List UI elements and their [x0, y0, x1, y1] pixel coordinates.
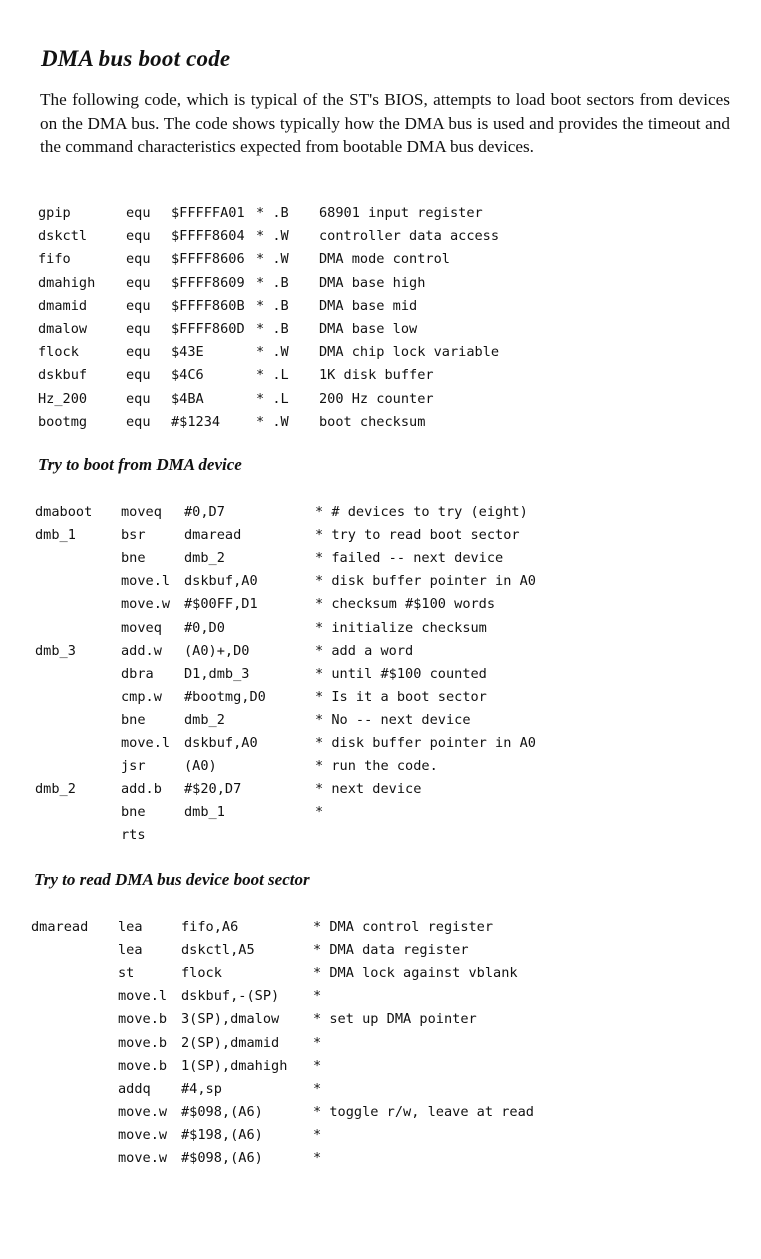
instruction: move.l	[121, 735, 171, 751]
symbol-value: #$1234	[171, 413, 221, 430]
line-comment: *	[315, 804, 324, 821]
instruction: move.b	[118, 1011, 168, 1028]
instruction: moveq	[121, 619, 162, 636]
instruction: move.w	[121, 596, 171, 613]
symbol-name: Hz_200	[38, 390, 88, 407]
symbol-name: dskbuf	[38, 367, 88, 384]
code-label: dmb_2	[35, 781, 76, 798]
line-comment: controller data access	[319, 228, 500, 245]
operands: 2(SP),dmamid	[181, 1034, 280, 1051]
operand-size: * .W	[256, 228, 289, 245]
directive: equ	[126, 274, 151, 291]
operands: dmb_2	[184, 711, 225, 728]
instruction: lea	[118, 919, 143, 935]
line-comment: *	[313, 1034, 322, 1051]
section-title: DMA bus boot code	[41, 46, 231, 71]
instruction: bsr	[121, 527, 146, 544]
directive: equ	[126, 367, 151, 384]
symbol-value: $FFFF860D	[171, 321, 245, 337]
instruction: move.l	[121, 573, 171, 590]
symbol-name: dmamid	[38, 297, 88, 314]
line-comment: * # devices to try (eight)	[315, 504, 528, 520]
operands: 3(SP),dmalow	[181, 1011, 280, 1028]
operands: #bootmg,D0	[184, 688, 266, 705]
line-comment: * disk buffer pointer in A0	[315, 573, 536, 590]
line-comment: boot checksum	[319, 413, 426, 430]
line-comment: DMA chip lock variable	[319, 344, 500, 361]
line-comment: DMA base mid	[319, 297, 418, 314]
subheading-read: Try to read DMA bus device boot sector	[34, 870, 310, 889]
operands: #$20,D7	[184, 781, 242, 798]
line-comment: * next device	[315, 781, 422, 798]
instruction: bne	[121, 550, 146, 567]
line-comment: * initialize checksum	[315, 619, 487, 636]
directive: equ	[126, 205, 151, 221]
directive: equ	[126, 413, 151, 430]
operands: #0,D7	[184, 504, 225, 520]
operands: dmb_2	[184, 550, 225, 567]
symbol-name: dmahigh	[38, 274, 96, 291]
instruction: move.w	[118, 1150, 168, 1166]
line-comment: * DMA control register	[313, 919, 494, 935]
line-comment: * No -- next device	[315, 711, 471, 728]
line-comment: * set up DMA pointer	[313, 1011, 477, 1028]
operands: #$098,(A6)	[181, 1103, 263, 1120]
directive: equ	[126, 228, 151, 245]
symbol-value: $FFFFFA01	[171, 205, 245, 221]
code-label: dmaread	[31, 919, 89, 935]
line-comment: *	[313, 1057, 322, 1074]
symbol-value: $FFFF8604	[171, 228, 245, 245]
instruction: bne	[121, 804, 146, 821]
instruction: st	[118, 965, 135, 982]
line-comment: * checksum #$100 words	[315, 596, 496, 613]
directive: equ	[126, 297, 151, 314]
symbol-value: $FFFF860B	[171, 297, 245, 314]
line-comment: *	[313, 1080, 322, 1097]
symbol-name: gpip	[38, 205, 71, 221]
subheading-boot: Try to boot from DMA device	[38, 455, 242, 474]
line-comment: * toggle r/w, leave at read	[313, 1103, 534, 1120]
operand-size: * .B	[256, 297, 289, 314]
operands: dmb_1	[184, 804, 225, 821]
symbol-value: $FFFF8609	[171, 274, 245, 291]
operands: dskbuf,A0	[184, 735, 258, 751]
directive: equ	[126, 321, 151, 337]
code-label: dmb_1	[35, 527, 76, 544]
line-comment: * Is it a boot sector	[315, 688, 487, 705]
operands: dskbuf,-(SP)	[181, 988, 280, 1005]
symbol-name: flock	[38, 344, 79, 361]
symbol-name: dskctl	[38, 228, 88, 245]
operands: #$00FF,D1	[184, 596, 258, 613]
operand-size: * .W	[256, 413, 289, 430]
line-comment: * until #$100 counted	[315, 665, 487, 682]
operands: #4,sp	[181, 1080, 222, 1097]
operands: dmaread	[184, 527, 242, 544]
instruction: rts	[121, 827, 146, 844]
instruction: addq	[118, 1080, 151, 1097]
operands: D1,dmb_3	[184, 665, 250, 682]
operands: dskctl,A5	[181, 942, 255, 959]
line-comment: *	[313, 988, 322, 1005]
line-comment: 68901 input register	[319, 205, 483, 221]
operands: #$098,(A6)	[181, 1150, 263, 1166]
instruction: add.w	[121, 642, 162, 659]
line-comment: 200 Hz counter	[319, 390, 434, 407]
line-comment: DMA base low	[319, 321, 418, 337]
operand-size: * .L	[256, 367, 289, 384]
line-comment: DMA base high	[319, 274, 426, 291]
line-comment: * failed -- next device	[315, 550, 504, 567]
line-comment: DMA mode control	[319, 251, 450, 268]
symbol-value: $FFFF8606	[171, 251, 245, 268]
operands: #$198,(A6)	[181, 1126, 263, 1143]
line-comment: *	[313, 1150, 322, 1166]
operands: fifo,A6	[181, 919, 239, 935]
operands: (A0)+,D0	[184, 642, 250, 659]
line-comment: *	[313, 1126, 322, 1143]
instruction: jsr	[121, 758, 146, 775]
instruction: cmp.w	[121, 688, 162, 705]
operands: flock	[181, 965, 222, 982]
line-comment: * run the code.	[315, 758, 438, 775]
operands: dskbuf,A0	[184, 573, 258, 590]
line-comment: 1K disk buffer	[319, 367, 434, 384]
directive: equ	[126, 344, 151, 361]
operands: (A0)	[184, 758, 217, 775]
directive: equ	[126, 390, 151, 407]
instruction: add.b	[121, 781, 162, 798]
line-comment: * disk buffer pointer in A0	[315, 735, 536, 751]
instruction: moveq	[121, 504, 162, 520]
directive: equ	[126, 251, 151, 268]
operand-size: * .B	[256, 274, 289, 291]
instruction: move.w	[118, 1103, 168, 1120]
operands: 1(SP),dmahigh	[181, 1057, 288, 1074]
code-label: dmb_3	[35, 642, 76, 659]
instruction: move.l	[118, 988, 168, 1005]
symbol-name: fifo	[38, 251, 71, 268]
operand-size: * .L	[256, 390, 289, 407]
operand-size: * .B	[256, 321, 289, 337]
symbol-name: bootmg	[38, 413, 88, 430]
operand-size: * .W	[256, 344, 289, 361]
instruction: move.b	[118, 1034, 168, 1051]
symbol-name: dmalow	[38, 321, 88, 337]
line-comment: * DMA lock against vblank	[313, 965, 518, 982]
symbol-value: $4BA	[171, 390, 204, 407]
instruction: lea	[118, 942, 143, 959]
symbol-value: $43E	[171, 344, 204, 361]
line-comment: * DMA data register	[313, 942, 469, 959]
operands: #0,D0	[184, 619, 225, 636]
operand-size: * .B	[256, 205, 289, 221]
line-comment: * try to read boot sector	[315, 527, 520, 544]
code-label: dmaboot	[35, 504, 93, 520]
instruction: bne	[121, 711, 146, 728]
operand-size: * .W	[256, 251, 289, 268]
line-comment: * add a word	[315, 642, 414, 659]
instruction: move.w	[118, 1126, 168, 1143]
instruction: dbra	[121, 665, 154, 682]
intro-paragraph: The following code, which is typical of the ST's BIOS, attempts to load boot sectors from devices on the DMA bus. The code shows typically how the DMA bus is used and provides the timeout and the command characteristics expected from bootable DMA bus devices.	[40, 90, 730, 157]
symbol-value: $4C6	[171, 367, 204, 384]
instruction: move.b	[118, 1057, 168, 1074]
